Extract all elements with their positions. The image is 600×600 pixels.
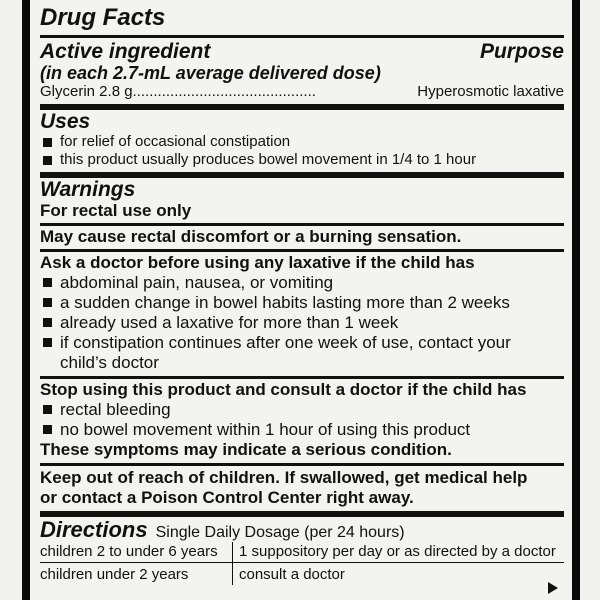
bullet-icon [43,156,52,165]
table-row: children under 2 years consult a doctor [40,563,564,586]
directions-heading: Directions [40,517,148,542]
directions-section [40,517,564,585]
dosage-label: Single Daily Dosage (per 24 hours) [155,524,405,541]
ingredient-line [40,83,564,101]
dosage-table [40,542,564,585]
active-sub-heading: (in each 2.7-mL average delivered dose) [40,63,381,83]
uses-heading: Uses [40,110,91,133]
active-ingredient-section [40,38,564,104]
bullet-icon [43,405,52,414]
warnings-section [40,178,564,511]
ask-doctor-heading: Ask a doctor before using any laxative if the child has [40,253,475,272]
bullet-icon [43,298,52,307]
list-item: already used a laxative for more than 1 week [40,313,564,333]
uses-section [40,110,564,172]
table-row: children 2 to under 6 years 1 suppository per day or as directed by a doctor [40,542,564,563]
bullet-icon [43,425,52,434]
bullet-icon [43,318,52,327]
list-item: no bowel movement within 1 hour of using this product [40,420,564,440]
bullet-icon [43,338,52,347]
rectal-use-only: For rectal use only [40,201,192,220]
ingredient-purpose: Hyperosmotic laxative [417,83,564,100]
list-item: this product usually produces bowel movement in 1/4 to 1 hour [40,151,564,169]
keep-out-of-reach: Keep out of reach of children. If swallowed, get medical help or contact a Poison Control Center right away. [40,468,528,507]
ingredient-name: Glycerin 2.8 g [40,83,133,100]
discomfort-warning: May cause rectal discomfort or a burning sensation. [40,227,462,246]
drug-facts-title: Drug Facts [40,5,564,38]
serious-condition: These symptoms may indicate a serious condition. [40,440,452,459]
purpose-heading: Purpose [479,40,564,63]
right-arrow-icon [548,582,558,594]
list-item: for relief of occasional constipation [40,133,564,151]
bullet-icon [43,278,52,287]
warnings-heading: Warnings [40,178,136,201]
drug-facts-panel [22,0,580,600]
list-item: abdominal pain, nausea, or vomiting [40,273,564,293]
list-item: rectal bleeding [40,400,564,420]
active-ingredient-heading: Active ingredient [40,40,211,63]
list-item: if constipation continues after one week of use, contact your child’s doctor [40,333,564,376]
bullet-icon [43,138,52,147]
stop-using-heading: Stop using this product and consult a doctor if the child has [40,380,527,399]
list-item: a sudden change in bowel habits lasting more than 2 weeks [40,293,564,313]
dot-leader: ............................................ [132,83,316,100]
